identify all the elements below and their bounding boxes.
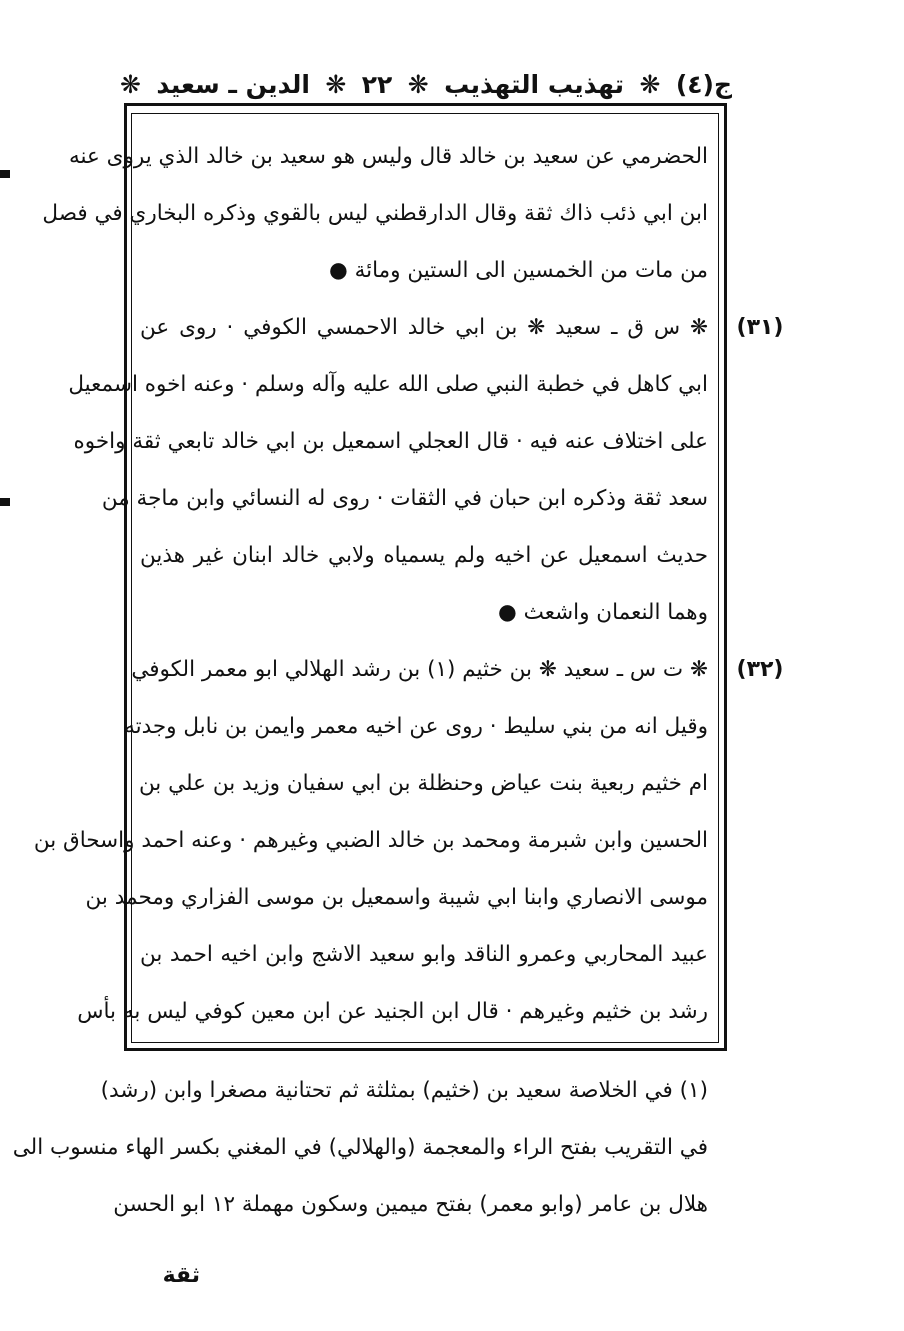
text-line: ابي كاهل في خطبة النبي صلى الله عليه وآله وسلم · وعنه اخوه اسمعيل [68,372,708,397]
text-line: عبيد المحاربي وعمرو الناقد وابو سعيد الاشج وابن اخيه احمد بن [140,942,708,967]
text-line: رشد بن خثيم وغيرهم · قال ابن الجنيد عن ابن معين كوفي ليس به بأس [77,999,708,1024]
footnote-separator [131,1048,681,1050]
ornament-icon: ❋ [639,69,661,99]
ornament-icon: ❋ [407,69,429,99]
header-book-title: تهذيب التهذيب [444,69,625,99]
text-line: من مات من الخمسين الى الستين ومائة ● [329,258,708,283]
catchword: ثقة [162,1263,200,1288]
entry-number: (٣١) [736,315,784,340]
ornament-icon: ❋ [120,69,141,99]
scan-mark [0,170,10,178]
running-header [120,62,732,106]
text-line: الحسين وابن شبرمة ومحمد بن خالد الضبي وغيرهم · وعنه احمد واسحاق بن [33,828,708,853]
text-line: ابن ابي ذئب ذاك ثقة وقال الدارقطني ليس بالقوي وذكره البخاري في فصل [42,201,708,226]
text-line: موسى الانصاري وابنا ابي شيبة واسمعيل بن موسى الفزاري ومحمد بن [85,885,708,910]
header-volume: ج(٤) [675,69,732,99]
ornament-icon: ❋ [325,69,347,99]
text-line: وهما النعمان واشعث ● [498,600,708,625]
scan-mark [0,498,10,506]
text-line: سعد ثقة وذكره ابن حبان في الثقات · روى له النسائي وابن ماجة من [101,486,708,511]
text-line: ام خثيم ربعية بنت عياض وحنظلة بن ابي سفيان وزيد بن علي بن [138,771,708,796]
footnote-line: (١) في الخلاصة سعيد بن (خثيم) بمثلثة ثم تحتانية مصغرا وابن (رشد) [100,1078,708,1103]
text-line: على اختلاف عنه فيه · قال العجلي اسمعيل بن ابي خالد تابعي ثقة واخوه [73,429,708,454]
header-running-head: الدين ـ سعيد [156,69,310,99]
text-line: ❋ ت س ـ سعيد ❋ بن خثيم (١) بن رشد الهلالي ابو معمر الكوفي [131,657,708,682]
text-line: الحضرمي عن سعيد بن خالد قال وليس هو سعيد بن خالد الذي يروى عنه [68,144,708,169]
text-line: حديث اسمعيل عن اخيه ولم يسمياه ولابي خالد ابنان غير هذين [140,543,708,568]
text-line: وقيل انه من بني سليط · روى عن اخيه معمر وايمن بن نابل وجدته [124,714,708,739]
entry-number: (٣٢) [736,657,784,682]
header-page-number: ٢٢ [361,69,393,99]
text-line: ❋ س ق ـ سعيد ❋ بن ابي خالد الاحمسي الكوفي · روى عن [140,315,708,340]
footnote-line: في التقريب بفتح الراء والمعجمة (والهلالي) في المغني بكسر الهاء منسوب الى [12,1135,708,1160]
footnote-line: هلال بن عامر (وابو معمر) بفتح ميمين وسكون مهملة ١٢ ابو الحسن [113,1192,708,1217]
